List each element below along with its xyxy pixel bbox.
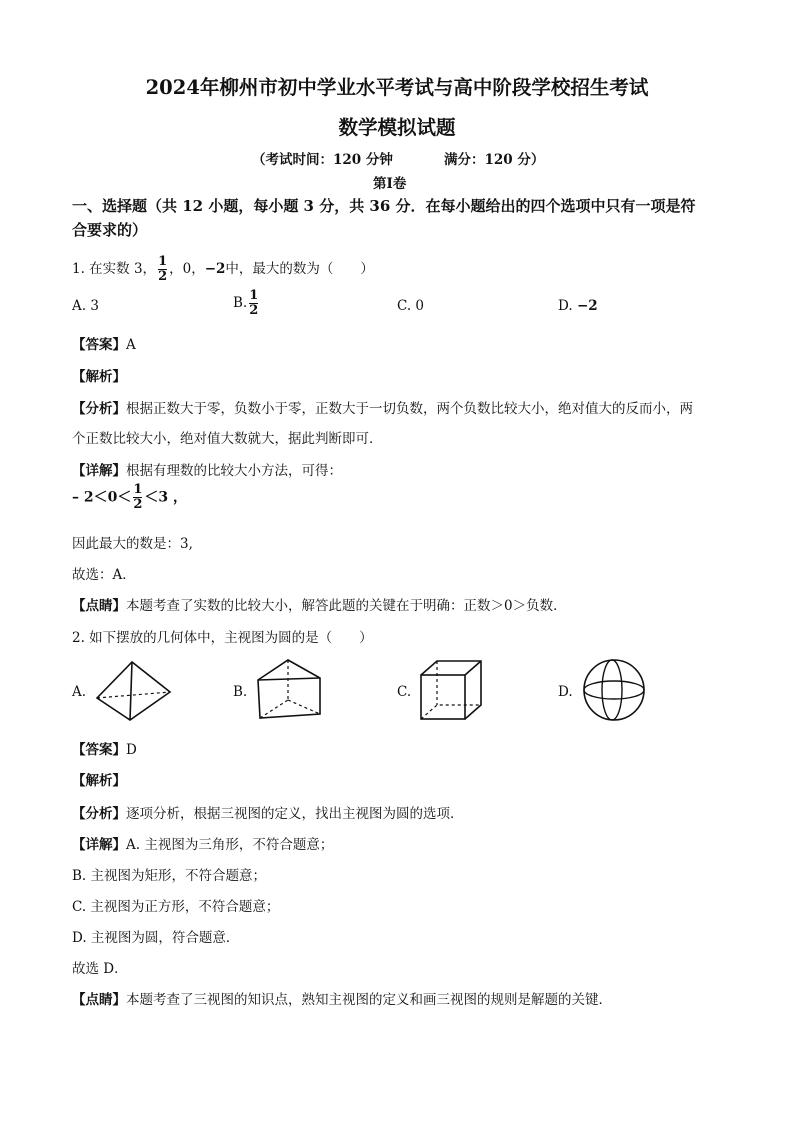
q2-option-b-label: B. (233, 684, 248, 700)
q1-inequality (72, 484, 187, 511)
q2-option-d-label: D. (558, 684, 573, 700)
q1-option-c: C. 0 (397, 298, 425, 314)
q1-choose: 故选：A． (72, 567, 136, 583)
inequality-left: – 2＜0＜ (72, 489, 132, 506)
option-b-label: B. (233, 295, 248, 311)
q2-choose: 故选 D． (72, 961, 128, 977)
full-score: 满分：120 分） (444, 152, 545, 168)
q1-answer (72, 333, 136, 353)
q1-comment (72, 594, 567, 614)
section-heading-line2: 合要求的） (72, 221, 148, 239)
q1-conclusion: 因此最大的数是：3, (72, 536, 193, 552)
q2-detail-d: D. 主视图为圆，符合题意． (72, 930, 240, 946)
q2-option-a-label: A. (72, 684, 87, 700)
comment-tag: 【点睛】 (72, 598, 126, 614)
triangular-prism-icon (254, 656, 324, 722)
answer-tag: 【答案】 (72, 742, 126, 758)
exam-title: 2024年柳州市初中学业水平考试与高中阶段学校招生考试 (145, 76, 649, 99)
detail-text: 根据有理数的比较大小方法，可得： (126, 463, 342, 479)
volume-label: 第Ⅰ卷 (373, 176, 407, 192)
q2-analysis-tag: 【解析】 (72, 773, 126, 789)
inequality-fraction (133, 484, 142, 511)
q2-fenxi (72, 802, 464, 822)
answer-value: D (126, 742, 137, 758)
q1-option-a: A. 3 (72, 298, 99, 314)
q1-option-d (558, 298, 598, 314)
fraction-denominator: 2 (158, 269, 168, 284)
option-b-fraction (249, 290, 258, 317)
fenxi-tag: 【分析】 (72, 806, 126, 822)
q1-analysis-tag: 【解析】 (72, 369, 126, 385)
q1-stem-mid: ，0， (169, 261, 205, 277)
q1-detail (72, 459, 342, 479)
fraction-numerator: 1 (158, 254, 168, 269)
detail-tag: 【详解】 (72, 837, 126, 853)
q1-stem-post: 中，最大的数为（ ） (225, 261, 374, 277)
detail-tag: 【详解】 (72, 463, 126, 479)
comment-text: 本题考查了实数的比较大小，解答此题的关键在于明确：正数＞0＞负数． (126, 598, 567, 614)
option-d-value: −2 (576, 298, 598, 314)
fenxi-text: 逐项分析，根据三视图的定义，找出主视图为圆的选项． (126, 806, 464, 822)
option-d-label: D. (558, 298, 573, 314)
detail-a: A. 主视图为三角形，不符合题意； (126, 837, 334, 853)
q1-option-b (233, 290, 260, 317)
q2-detail-b: B. 主视图为矩形，不符合题意； (72, 868, 267, 884)
answer-tag: 【答案】 (72, 337, 126, 353)
q1-stem-negative: −2 (204, 261, 226, 277)
q1-stem (72, 256, 374, 283)
sphere-icon (582, 658, 646, 722)
fraction-denominator: 2 (133, 497, 143, 512)
section-heading-line1: 一、选择题（共 12 小题，每小题 3 分，共 36 分．在每小题给出的四个选项中只有一项是符 (72, 197, 696, 215)
cube-icon (418, 658, 484, 722)
exam-time: （考试时间：120 分钟 (252, 152, 393, 168)
exam-subtitle: 数学模拟试题 (338, 116, 456, 139)
q2-detail (72, 833, 333, 853)
q2-comment (72, 988, 612, 1008)
fraction-denominator: 2 (249, 303, 259, 318)
q2-answer (72, 738, 137, 758)
q1-fenxi-line1 (72, 397, 693, 417)
q1-fenxi-line2: 个正数比较大小，绝对值大数就大，据此判断即可． (72, 431, 383, 447)
comment-tag: 【点睛】 (72, 992, 126, 1008)
q2-detail-c: C. 主视图为正方形，不符合题意； (72, 899, 280, 915)
fenxi-tag: 【分析】 (72, 401, 126, 417)
answer-value: A (126, 337, 136, 353)
q2-option-c-label: C. (397, 684, 412, 700)
fraction-numerator: 1 (249, 288, 259, 303)
fenxi-text: 根据正数大于零，负数小于零，正数大于一切负数，两个负数比较大小，绝对值大的反而小，两 (126, 401, 693, 417)
pyramid-icon (92, 660, 174, 722)
q1-stem-pre: 1. 在实数 3， (72, 261, 157, 277)
inequality-right: ＜3 ， (144, 489, 188, 506)
q1-stem-fraction (158, 256, 167, 283)
q2-stem: 2. 如下摆放的几何体中，主视图为圆的是（ ） (72, 630, 373, 646)
fraction-numerator: 1 (133, 482, 143, 497)
comment-text: 本题考查了三视图的知识点，熟知主视图的定义和画三视图的规则是解题的关键． (126, 992, 612, 1008)
